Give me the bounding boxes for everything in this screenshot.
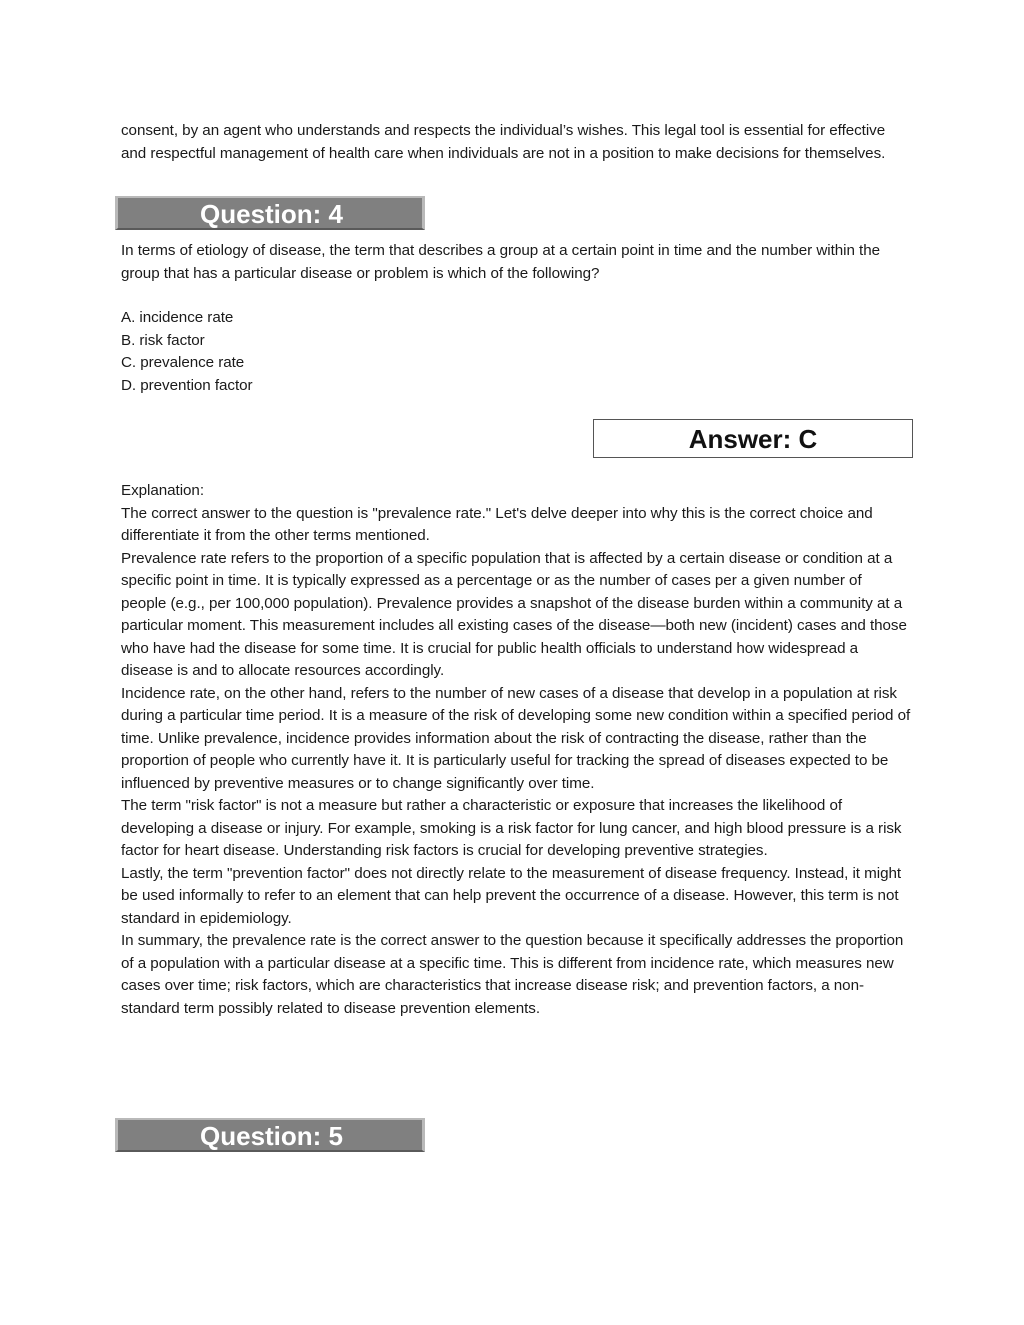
answer-text: Answer: C: [688, 424, 818, 454]
option-a: A. incidence rate: [121, 309, 234, 326]
explanation-section: [121, 480, 911, 1020]
intro-paragraph: [121, 120, 911, 165]
option-c: C. prevalence rate: [121, 354, 245, 371]
question-4-text: In terms of etiology of disease, the term that describes a group at a certain point in time and the number within the group that has a particular disease or problem is which of the following?: [121, 242, 881, 282]
explanation-label: Explanation:: [121, 482, 204, 499]
answer-box: [593, 419, 913, 458]
option-b: B. risk factor: [121, 331, 205, 349]
question-4-options: [121, 307, 911, 397]
intro-text: consent, by an agent who understands and respects the individual’s wishes. This legal tool is essential for effective and respectful management of health care when individuals are not in a position to make decisions for themselves.: [121, 122, 886, 162]
explanation-paragraph: Incidence rate, on the other hand, refers to the number of new cases of a disease that develop in a population at risk during a particular time period. It is a measure of the risk of developing some new condition within a specified period of time. Unlike prevalence, incidence provides information about the risk of contracting the disease, rather than the proportion of people who currently have it. It is particularly useful for tracking the spread of diseases expected to be influenced by preventive measures or to change significantly over time.: [121, 684, 911, 792]
explanation-paragraph: The correct answer to the question is "prevalence rate." Let's delve deeper into why this is the correct choice and differentiate it from the other terms mentioned.: [121, 504, 873, 544]
explanation-paragraph: Prevalence rate refers to the proportion of a specific population that is affected by a certain disease or condition at a specific point in time. It is typically expressed as a percentage or as the number of cases per a given number of people (e.g., per 100,000 population). Prevalence provides a snapshot of the disease burden within a community at a particular moment. This measurement includes all existing cases of the disease—both new (incident) cases and those who have had the disease for some time. It is crucial for public health officials to understand how widespread a disease is and to allocate resources accordingly.: [121, 549, 907, 679]
question-4-title: Question: 4: [200, 199, 344, 229]
option-d: D. prevention factor: [121, 376, 253, 394]
question-4-header: [115, 196, 425, 230]
explanation-paragraph: Lastly, the term "prevention factor" does not directly relate to the measurement of disease frequency. Instead, it might be used informally to refer to an element that can help prevent the occurrence of a disease. However, this term is not standard in epidemiology.: [121, 864, 902, 927]
question-5-header: [115, 1118, 425, 1152]
question-5-title: Question: 5: [200, 1121, 344, 1151]
explanation-paragraph: The term "risk factor" is not a measure but rather a characteristic or exposure that increases the likelihood of developing a disease or injury. For example, smoking is a risk factor for lung cancer, and high blood pressure is a risk factor for heart disease. Understanding risk factors is crucial for developing preventive strategies.: [121, 797, 902, 859]
question-4-stem: [121, 240, 911, 285]
explanation-paragraph: In summary, the prevalence rate is the correct answer to the question because it specifically addresses the proportion of a population with a particular disease at a specific time. This is different from incidence rate, which measures new cases over time; risk factors, which are characteristics that increase disease risk; and prevention factors, a non-standard term possibly related to disease prevention elements.: [121, 932, 904, 1017]
